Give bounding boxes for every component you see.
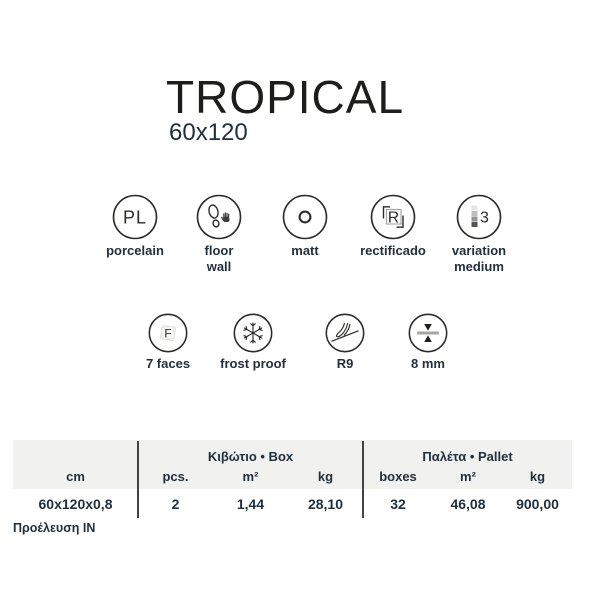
snowflake-icon [233, 313, 273, 353]
shade-variation-icon [456, 194, 502, 240]
faces-tile-icon [148, 313, 188, 353]
cell-size: 60x120x0,8 [38, 496, 113, 512]
col-header-m2-pallet: m² [460, 469, 476, 484]
faces-f-text: F [164, 327, 172, 341]
hand-glyph [221, 212, 230, 222]
table-divider-right [362, 441, 364, 518]
feature-label-line2: medium [454, 259, 504, 274]
packing-table [13, 440, 572, 519]
feature-variation [429, 194, 529, 275]
cell-m2-box: 1,44 [236, 496, 265, 512]
cell-pcs: 2 [171, 496, 180, 512]
feature-label: 8 mm [411, 356, 445, 371]
origin-footnote: Προέλευση IN [13, 521, 96, 535]
feature-label: variation [451, 243, 507, 258]
feature-floor-wall [169, 194, 269, 275]
feature-label: rectificado [360, 243, 426, 258]
feature-8mm [378, 313, 478, 372]
col-header-pcs: pcs. [162, 469, 189, 484]
porcelain-pl-icon [112, 194, 158, 240]
col-header-kg-pallet: kg [529, 469, 546, 484]
feature-label: 7 faces [145, 356, 191, 371]
feature-frost-proof [203, 313, 303, 372]
thickness-icon [408, 313, 448, 353]
feature-label-line2: wall [206, 259, 232, 274]
group-header-pallet: Παλέτα • Pallet [422, 449, 513, 464]
col-header-cm: cm [66, 469, 85, 484]
matt-dot-icon [282, 194, 328, 240]
table-divider-left [137, 441, 139, 518]
feature-label: frost proof [220, 356, 286, 371]
cell-kg-box: 28,10 [307, 496, 344, 512]
cell-kg-pallet: 900,00 [516, 496, 559, 512]
cell-m2-pallet: 46,08 [450, 496, 486, 512]
col-header-kg-box: kg [317, 469, 334, 484]
feature-label: matt [291, 243, 319, 258]
rectified-r-text: R [387, 209, 400, 227]
product-size: 60x120 [169, 119, 248, 146]
cell-boxes: 32 [390, 496, 406, 512]
floor-wall-icon [196, 194, 242, 240]
table-header [13, 440, 572, 489]
variation-number-text: 3 [480, 209, 489, 227]
table-row [13, 489, 572, 519]
porcelain-pl-text: PL [122, 207, 148, 228]
col-header-m2-box: m² [242, 469, 259, 484]
col-header-boxes: boxes [379, 469, 417, 484]
feature-label: R9 [336, 356, 354, 371]
feature-label: floor [204, 243, 234, 258]
feature-rectificado [343, 194, 443, 259]
rectified-icon [370, 194, 416, 240]
feature-label: porcelain [106, 243, 164, 258]
slip-rating-icon [325, 313, 365, 353]
group-header-box: Κιβώτιο • Box [207, 449, 294, 464]
feature-matt [255, 194, 355, 259]
page-title: TROPICAL [166, 71, 405, 123]
